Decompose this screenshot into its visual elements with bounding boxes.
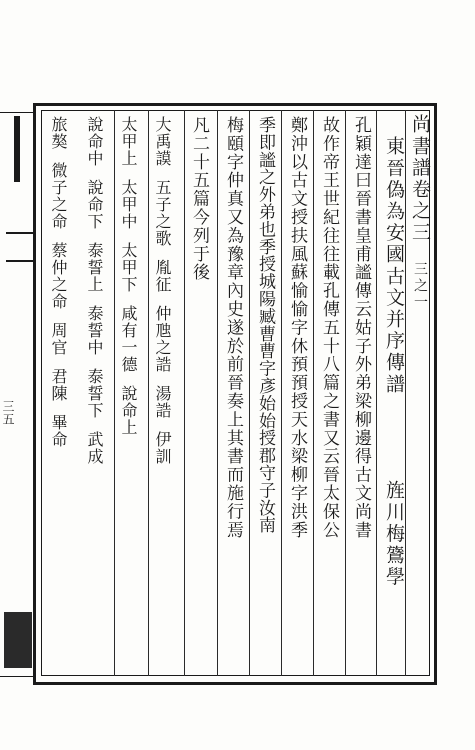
column-rule	[114, 110, 115, 676]
toc-item: 太甲中	[119, 179, 138, 230]
body-line-3: 鄭沖以古文授扶風蘇愉愉字休預預授天水梁柳字洪季	[287, 116, 307, 540]
body-line-1: 孔穎達曰晉書皇甫謐傳云姑子外弟梁柳邊得古文尚書	[351, 116, 371, 540]
column-rule	[313, 110, 314, 676]
column-rule	[376, 110, 377, 676]
toc-item: 太甲上	[119, 116, 138, 167]
toc-item: 大禹謨	[153, 116, 172, 167]
toc-item: 微子之命	[49, 162, 68, 230]
body-line-6: 凡二十五篇今列于後	[189, 116, 209, 282]
toc-item: 泰誓下	[85, 368, 104, 419]
column-rule	[281, 110, 282, 676]
toc-column-4-text	[50, 116, 66, 448]
fold-page-number: 三五	[1, 400, 15, 426]
column-rule	[405, 110, 406, 676]
toc-column-3	[86, 116, 102, 465]
toc-item: 湯誥	[153, 385, 172, 419]
toc-item: 伊訓	[153, 431, 172, 465]
title-column	[410, 114, 429, 311]
toc-item: 胤征	[153, 259, 172, 293]
column-rule	[217, 110, 218, 676]
fold-fish-tail	[6, 232, 34, 262]
toc-item: 畢命	[49, 414, 68, 448]
fold-bottom-block	[4, 612, 32, 668]
toc-item: 說命上	[119, 385, 138, 436]
toc-item: 武成	[85, 431, 104, 465]
toc-item: 周官	[49, 322, 68, 356]
author-column	[384, 480, 403, 588]
toc-item: 君陳	[49, 368, 68, 402]
toc-item: 泰誓中	[85, 305, 104, 356]
fold-black-mouth	[14, 116, 20, 182]
toc-item: 仲虺之誥	[153, 305, 172, 373]
body-line-4: 季即謐之外弟也季授城陽臧曹曹字彥始始授郡守子汝南	[255, 116, 275, 534]
toc-item: 旅獒	[49, 116, 68, 150]
column-rule	[148, 110, 149, 676]
subtitle: 東晉偽為安國古文并序傳譜	[383, 136, 405, 396]
book-title: 尚書譜卷之三	[409, 114, 431, 244]
body-line-2: 故作帝王世紀往往載孔傳五十八篇之書又云晉太保公	[319, 116, 339, 540]
toc-item: 蔡仲之命	[49, 242, 68, 310]
column-rule	[184, 110, 185, 676]
toc-item: 五子之歌	[153, 179, 172, 247]
toc-item: 太甲下	[119, 242, 138, 293]
fold-bottom-line	[0, 676, 36, 677]
toc-item: 泰誓上	[85, 242, 104, 293]
toc-item: 咸有一德	[119, 305, 138, 373]
author: 旌川梅鷟學	[383, 480, 405, 588]
toc-column-2	[120, 116, 136, 436]
toc-item: 說命下	[85, 179, 104, 230]
column-rule	[345, 110, 346, 676]
fold-top-line	[0, 112, 36, 113]
toc-item: 說命中	[85, 116, 104, 167]
toc-column-1	[154, 116, 170, 465]
column-rule	[249, 110, 250, 676]
leaf-number: 三之一	[412, 261, 428, 312]
body-line-5: 梅頤字仲真又為豫章內史遂於前晉奏上其書而施行焉	[223, 116, 243, 540]
subtitle-column	[384, 136, 403, 395]
